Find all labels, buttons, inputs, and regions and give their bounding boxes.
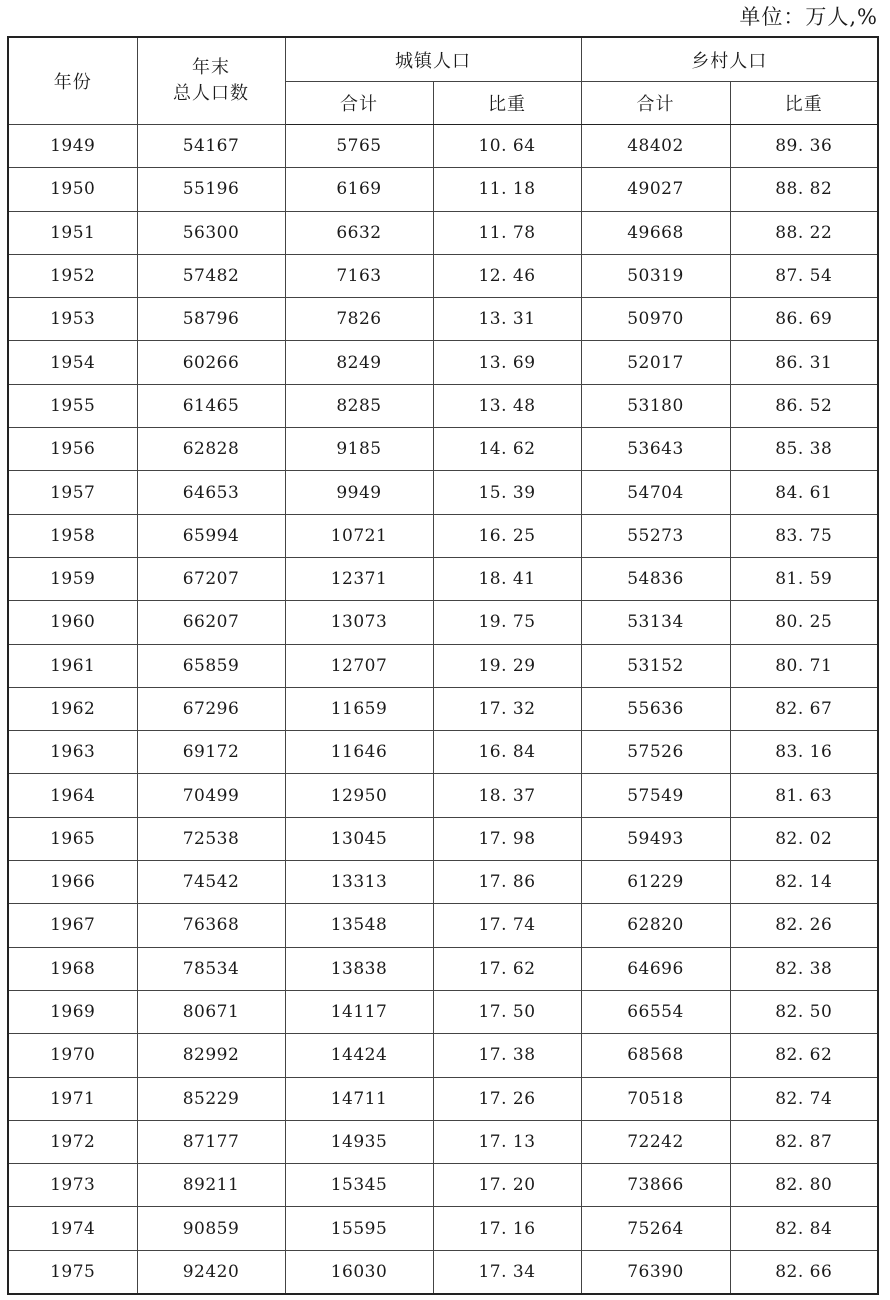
cell-urban-total: 11659 <box>285 687 433 730</box>
cell-rural-share: 82. 38 <box>730 947 878 990</box>
table-row <box>8 947 878 990</box>
cell-total-population: 62828 <box>137 428 285 471</box>
cell-year: 1960 <box>8 601 137 644</box>
cell-rural-total: 64696 <box>581 947 730 990</box>
cell-urban-share: 16. 84 <box>433 731 581 774</box>
cell-year: 1950 <box>8 168 137 211</box>
cell-year: 1969 <box>8 990 137 1033</box>
cell-rural-total: 48402 <box>581 125 730 168</box>
cell-rural-share: 84. 61 <box>730 471 878 514</box>
cell-urban-total: 13838 <box>285 947 433 990</box>
table-row <box>8 1250 878 1294</box>
cell-urban-share: 17. 62 <box>433 947 581 990</box>
cell-urban-total: 14117 <box>285 990 433 1033</box>
cell-total-population: 76368 <box>137 904 285 947</box>
cell-rural-share: 82. 50 <box>730 990 878 1033</box>
cell-year: 1958 <box>8 514 137 557</box>
table-row <box>8 817 878 860</box>
cell-rural-share: 82. 80 <box>730 1164 878 1207</box>
cell-year: 1952 <box>8 254 137 297</box>
cell-urban-share: 15. 39 <box>433 471 581 514</box>
cell-rural-total: 62820 <box>581 904 730 947</box>
cell-year: 1972 <box>8 1120 137 1163</box>
cell-urban-share: 17. 26 <box>433 1077 581 1120</box>
cell-urban-total: 12950 <box>285 774 433 817</box>
cell-rural-share: 82. 67 <box>730 687 878 730</box>
cell-year: 1967 <box>8 904 137 947</box>
cell-urban-total: 16030 <box>285 1250 433 1294</box>
cell-year: 1966 <box>8 861 137 904</box>
cell-urban-share: 17. 20 <box>433 1164 581 1207</box>
cell-urban-share: 13. 48 <box>433 384 581 427</box>
cell-rural-total: 76390 <box>581 1250 730 1294</box>
cell-rural-total: 61229 <box>581 861 730 904</box>
header-total-line2: 总人口数 <box>173 83 249 104</box>
cell-rural-total: 73866 <box>581 1164 730 1207</box>
cell-urban-total: 6632 <box>285 211 433 254</box>
cell-total-population: 69172 <box>137 731 285 774</box>
cell-rural-share: 80. 25 <box>730 601 878 644</box>
table-row <box>8 1034 878 1077</box>
table-row <box>8 428 878 471</box>
header-urban-population: 城镇人口 <box>285 37 581 82</box>
cell-rural-total: 75264 <box>581 1207 730 1250</box>
cell-rural-share: 81. 63 <box>730 774 878 817</box>
cell-total-population: 87177 <box>137 1120 285 1163</box>
cell-total-population: 56300 <box>137 211 285 254</box>
cell-urban-total: 9185 <box>285 428 433 471</box>
cell-urban-total: 14711 <box>285 1077 433 1120</box>
cell-rural-total: 54704 <box>581 471 730 514</box>
cell-total-population: 78534 <box>137 947 285 990</box>
cell-rural-total: 50970 <box>581 298 730 341</box>
cell-rural-share: 81. 59 <box>730 557 878 600</box>
cell-total-population: 92420 <box>137 1250 285 1294</box>
cell-urban-total: 7163 <box>285 254 433 297</box>
table-row <box>8 601 878 644</box>
cell-year: 1949 <box>8 125 137 168</box>
cell-total-population: 61465 <box>137 384 285 427</box>
cell-rural-total: 66554 <box>581 990 730 1033</box>
cell-rural-total: 59493 <box>581 817 730 860</box>
header-rural-population: 乡村人口 <box>581 37 878 82</box>
cell-year: 1956 <box>8 428 137 471</box>
cell-urban-share: 17. 38 <box>433 1034 581 1077</box>
cell-total-population: 60266 <box>137 341 285 384</box>
cell-year: 1971 <box>8 1077 137 1120</box>
cell-year: 1955 <box>8 384 137 427</box>
table-row <box>8 125 878 168</box>
cell-rural-total: 55273 <box>581 514 730 557</box>
table-row <box>8 1164 878 1207</box>
cell-year: 1973 <box>8 1164 137 1207</box>
cell-urban-total: 13313 <box>285 861 433 904</box>
cell-urban-share: 13. 69 <box>433 341 581 384</box>
cell-urban-total: 11646 <box>285 731 433 774</box>
cell-total-population: 85229 <box>137 1077 285 1120</box>
cell-total-population: 90859 <box>137 1207 285 1250</box>
cell-rural-share: 82. 66 <box>730 1250 878 1294</box>
cell-total-population: 67207 <box>137 557 285 600</box>
cell-rural-share: 80. 71 <box>730 644 878 687</box>
cell-total-population: 89211 <box>137 1164 285 1207</box>
cell-rural-total: 50319 <box>581 254 730 297</box>
cell-rural-share: 82. 14 <box>730 861 878 904</box>
cell-rural-share: 82. 74 <box>730 1077 878 1120</box>
cell-rural-share: 87. 54 <box>730 254 878 297</box>
cell-total-population: 54167 <box>137 125 285 168</box>
table-row <box>8 861 878 904</box>
header-total-population <box>137 37 285 125</box>
table-row <box>8 341 878 384</box>
cell-rural-share: 82. 84 <box>730 1207 878 1250</box>
cell-total-population: 66207 <box>137 601 285 644</box>
cell-rural-share: 88. 22 <box>730 211 878 254</box>
cell-rural-total: 53134 <box>581 601 730 644</box>
cell-rural-total: 70518 <box>581 1077 730 1120</box>
cell-urban-total: 15345 <box>285 1164 433 1207</box>
table-header <box>8 37 878 125</box>
cell-urban-share: 12. 46 <box>433 254 581 297</box>
table-row <box>8 298 878 341</box>
cell-urban-total: 13073 <box>285 601 433 644</box>
cell-urban-share: 17. 32 <box>433 687 581 730</box>
cell-year: 1963 <box>8 731 137 774</box>
cell-urban-total: 10721 <box>285 514 433 557</box>
cell-total-population: 65859 <box>137 644 285 687</box>
cell-year: 1951 <box>8 211 137 254</box>
cell-total-population: 67296 <box>137 687 285 730</box>
cell-total-population: 72538 <box>137 817 285 860</box>
table-row <box>8 471 878 514</box>
cell-total-population: 65994 <box>137 514 285 557</box>
table-row <box>8 904 878 947</box>
cell-year: 1965 <box>8 817 137 860</box>
header-urban-share: 比重 <box>433 82 581 125</box>
cell-rural-total: 57526 <box>581 731 730 774</box>
header-rural-total: 合计 <box>581 82 730 125</box>
cell-urban-share: 17. 98 <box>433 817 581 860</box>
cell-rural-total: 54836 <box>581 557 730 600</box>
table-row <box>8 990 878 1033</box>
table-row <box>8 168 878 211</box>
table-row <box>8 254 878 297</box>
population-table <box>7 36 879 1295</box>
cell-rural-share: 82. 26 <box>730 904 878 947</box>
cell-urban-share: 17. 34 <box>433 1250 581 1294</box>
cell-rural-total: 49668 <box>581 211 730 254</box>
cell-urban-share: 16. 25 <box>433 514 581 557</box>
cell-urban-total: 14424 <box>285 1034 433 1077</box>
cell-year: 1961 <box>8 644 137 687</box>
table-row <box>8 644 878 687</box>
cell-total-population: 55196 <box>137 168 285 211</box>
cell-year: 1959 <box>8 557 137 600</box>
cell-year: 1954 <box>8 341 137 384</box>
cell-rural-total: 57549 <box>581 774 730 817</box>
cell-rural-total: 53152 <box>581 644 730 687</box>
cell-rural-share: 86. 69 <box>730 298 878 341</box>
cell-urban-total: 9949 <box>285 471 433 514</box>
cell-urban-share: 19. 29 <box>433 644 581 687</box>
cell-year: 1964 <box>8 774 137 817</box>
cell-urban-share: 10. 64 <box>433 125 581 168</box>
cell-rural-total: 55636 <box>581 687 730 730</box>
header-rural-share: 比重 <box>730 82 878 125</box>
cell-urban-share: 18. 41 <box>433 557 581 600</box>
cell-urban-total: 14935 <box>285 1120 433 1163</box>
cell-urban-total: 6169 <box>285 168 433 211</box>
cell-total-population: 64653 <box>137 471 285 514</box>
cell-urban-share: 14. 62 <box>433 428 581 471</box>
cell-year: 1968 <box>8 947 137 990</box>
table-row <box>8 514 878 557</box>
table-row <box>8 731 878 774</box>
cell-urban-share: 17. 74 <box>433 904 581 947</box>
cell-urban-share: 11. 78 <box>433 211 581 254</box>
cell-urban-total: 12371 <box>285 557 433 600</box>
cell-rural-total: 53643 <box>581 428 730 471</box>
cell-rural-share: 89. 36 <box>730 125 878 168</box>
header-urban-total: 合计 <box>285 82 433 125</box>
table-row <box>8 687 878 730</box>
table-row <box>8 1077 878 1120</box>
cell-rural-share: 82. 62 <box>730 1034 878 1077</box>
cell-rural-share: 82. 02 <box>730 817 878 860</box>
cell-urban-share: 19. 75 <box>433 601 581 644</box>
cell-year: 1957 <box>8 471 137 514</box>
cell-total-population: 70499 <box>137 774 285 817</box>
cell-rural-total: 52017 <box>581 341 730 384</box>
cell-urban-total: 7826 <box>285 298 433 341</box>
cell-rural-share: 85. 38 <box>730 428 878 471</box>
cell-urban-share: 17. 86 <box>433 861 581 904</box>
cell-rural-share: 86. 52 <box>730 384 878 427</box>
cell-urban-total: 15595 <box>285 1207 433 1250</box>
cell-total-population: 80671 <box>137 990 285 1033</box>
cell-rural-total: 72242 <box>581 1120 730 1163</box>
cell-year: 1970 <box>8 1034 137 1077</box>
unit-label: 单位：万人,% <box>739 5 878 29</box>
cell-urban-share: 11. 18 <box>433 168 581 211</box>
cell-urban-share: 17. 50 <box>433 990 581 1033</box>
cell-total-population: 58796 <box>137 298 285 341</box>
cell-year: 1974 <box>8 1207 137 1250</box>
cell-urban-total: 12707 <box>285 644 433 687</box>
cell-urban-share: 17. 16 <box>433 1207 581 1250</box>
header-row <box>8 37 878 82</box>
cell-urban-share: 18. 37 <box>433 774 581 817</box>
cell-rural-total: 49027 <box>581 168 730 211</box>
cell-urban-total: 5765 <box>285 125 433 168</box>
table-row <box>8 211 878 254</box>
cell-total-population: 74542 <box>137 861 285 904</box>
cell-rural-total: 68568 <box>581 1034 730 1077</box>
cell-rural-share: 82. 87 <box>730 1120 878 1163</box>
header-year: 年份 <box>8 37 137 125</box>
cell-year: 1953 <box>8 298 137 341</box>
cell-urban-share: 17. 13 <box>433 1120 581 1163</box>
table-body <box>8 125 878 1295</box>
cell-total-population: 82992 <box>137 1034 285 1077</box>
cell-total-population: 57482 <box>137 254 285 297</box>
cell-rural-share: 86. 31 <box>730 341 878 384</box>
cell-urban-total: 13548 <box>285 904 433 947</box>
cell-year: 1962 <box>8 687 137 730</box>
header-total-line1: 年末 <box>192 57 230 78</box>
table-row <box>8 774 878 817</box>
cell-rural-total: 53180 <box>581 384 730 427</box>
table-row <box>8 1207 878 1250</box>
table-row <box>8 384 878 427</box>
cell-year: 1975 <box>8 1250 137 1294</box>
cell-rural-share: 88. 82 <box>730 168 878 211</box>
cell-urban-total: 8249 <box>285 341 433 384</box>
cell-urban-total: 13045 <box>285 817 433 860</box>
cell-rural-share: 83. 75 <box>730 514 878 557</box>
cell-urban-total: 8285 <box>285 384 433 427</box>
table-row <box>8 557 878 600</box>
cell-urban-share: 13. 31 <box>433 298 581 341</box>
table-row <box>8 1120 878 1163</box>
cell-rural-share: 83. 16 <box>730 731 878 774</box>
